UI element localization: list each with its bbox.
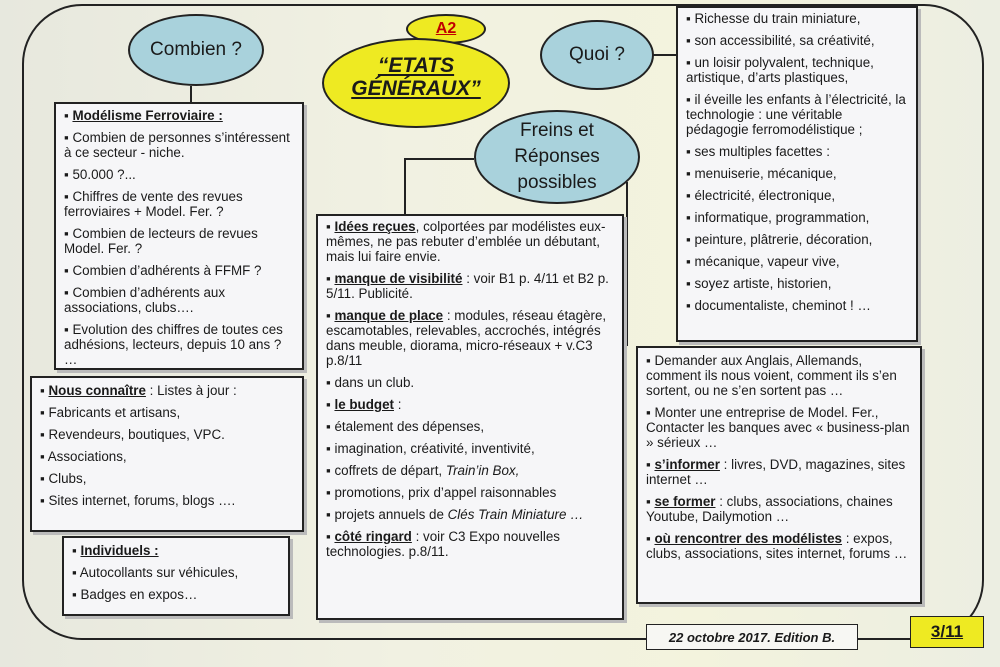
idees-text: , colportées par modélistes eux-mêmes, ne pas rebuter d’emblée un débutant, mais lui faire envie. xyxy=(326,219,606,264)
connaitre-item: ▪ Revendeurs, boutiques, VPC. xyxy=(40,427,294,442)
budget-item: ▪ étalement des dépenses, xyxy=(326,419,614,434)
connaitre-heading-text: Nous connaître xyxy=(48,383,146,398)
connector-freins-h xyxy=(404,158,474,160)
quoi-item: ▪ un loisir polyvalent, technique, artistique, d’arts plastiques, xyxy=(686,55,908,85)
informer-text: : livres, DVD, magazines, sites internet … xyxy=(646,457,906,487)
quoi-item: ▪ ses multiples facettes : xyxy=(686,144,908,159)
connaitre-item: ▪ Associations, xyxy=(40,449,294,464)
quoi-item: ▪ documentaliste, cheminot ! … xyxy=(686,298,908,313)
freins-line-2: Réponses xyxy=(514,146,600,167)
combien-heading-text: Modélisme Ferroviaire : xyxy=(72,108,223,123)
title-code: A2 xyxy=(406,14,486,44)
budget-item: ▪ imagination, créativité, inventivité, xyxy=(326,441,614,456)
edition-date: 22 octobre 2017. Edition B. xyxy=(646,624,858,650)
title-text xyxy=(322,54,510,100)
connector-reponses xyxy=(626,182,628,346)
coffrets xyxy=(326,463,614,478)
coffrets-italic: Train’in Box, xyxy=(445,463,520,478)
idees-recues xyxy=(326,219,614,264)
connaitre-heading xyxy=(40,383,294,398)
idees-heading: Idées reçues xyxy=(334,219,416,234)
projets-prefix: projets annuels de xyxy=(334,507,448,522)
quoi-item: ▪ Richesse du train miniature, xyxy=(686,11,908,26)
ringard-text: : voir C3 Expo nouvelles technologies. p.8/11. xyxy=(326,529,560,559)
individuels-heading-text: Individuels : xyxy=(80,543,159,558)
connaitre-item: ▪ Fabricants et artisans, xyxy=(40,405,294,420)
individuels-box xyxy=(62,536,290,616)
projets xyxy=(326,507,614,522)
reponse-informer xyxy=(646,457,912,487)
projets-italic: Clés Train Miniature … xyxy=(447,507,584,522)
combien-box xyxy=(54,102,304,370)
reponse-former xyxy=(646,494,912,524)
reponse-rencontrer xyxy=(646,531,912,561)
cote-ringard xyxy=(326,529,614,559)
combien-item: ▪ Combien d’adhérents aux associations, clubs…. xyxy=(64,285,294,315)
reponse-anglais: ▪ Demander aux Anglais, Allemands, comment ils nous voient, comment ils s’en sortent, ou ne s’en sortent pas … xyxy=(646,353,912,398)
combien-item: ▪ Chiffres de vente des revues ferroviaires + Model. Fer. ? xyxy=(64,189,294,219)
visibilite-heading: manque de visibilité xyxy=(334,271,463,286)
combien-heading xyxy=(64,108,294,123)
individuels-item: ▪ Autocollants sur véhicules, xyxy=(72,565,280,580)
page-number: 3/11 xyxy=(910,616,984,648)
ringard-heading: côté ringard xyxy=(334,529,412,544)
connaitre-heading-rest: : Listes à jour : xyxy=(145,383,237,398)
combien-item: ▪ Combien de personnes s’intéressent à ce secteur - niche. xyxy=(64,130,294,160)
individuels-item: ▪ Badges en expos… xyxy=(72,587,280,602)
promotions: ▪ promotions, prix d’appel raisonnables xyxy=(326,485,614,500)
quoi-item: ▪ informatique, programmation, xyxy=(686,210,908,225)
coffrets-prefix: coffrets de départ, xyxy=(334,463,446,478)
oval-freins-label xyxy=(514,118,600,196)
freins-line-1: Freins et xyxy=(520,120,594,141)
rencontrer-heading: où rencontrer des modélistes xyxy=(654,531,842,546)
place-heading: manque de place xyxy=(334,308,444,323)
budget-heading: le budget xyxy=(334,397,394,412)
combien-item: ▪ 50.000 ?... xyxy=(64,167,294,182)
former-text: : clubs, associations, chaines Youtube, Dailymotion … xyxy=(646,494,893,524)
manque-visibilite xyxy=(326,271,614,301)
combien-item: ▪ Combien d’adhérents à FFMF ? xyxy=(64,263,294,278)
freins-box xyxy=(316,214,624,620)
connaitre-item: ▪ Sites internet, forums, blogs …. xyxy=(40,493,294,508)
quoi-item: ▪ il éveille les enfants à l’électricité, la technologie : une véritable pédagogie ferromodélistique ; xyxy=(686,92,908,137)
quoi-item: ▪ son accessibilité, sa créativité, xyxy=(686,33,908,48)
quoi-item: ▪ soyez artiste, historien, xyxy=(686,276,908,291)
rencontrer-text: : expos, clubs, associations, sites internet, forums … xyxy=(646,531,908,561)
quoi-item: ▪ menuiserie, mécanique, xyxy=(686,166,908,181)
visibilite-text: : voir B1 p. 4/11 et B2 p. 5/11. Publicité. xyxy=(326,271,609,301)
quoi-item: ▪ peinture, plâtrerie, décoration, xyxy=(686,232,908,247)
oval-quoi-label: Quoi ? xyxy=(569,44,625,65)
dans-un-club: ▪ dans un club. xyxy=(326,375,614,390)
title-line-2: GÉNÉRAUX” xyxy=(351,77,481,100)
reponses-box xyxy=(636,346,922,604)
informer-heading: s’informer xyxy=(654,457,720,472)
connaitre-box xyxy=(30,376,304,532)
quoi-item: ▪ électricité, électronique, xyxy=(686,188,908,203)
budget-rest: : xyxy=(393,397,402,412)
former-heading: se former xyxy=(654,494,716,509)
quoi-box xyxy=(676,6,918,342)
reponse-entreprise: ▪ Monter une entreprise de Model. Fer., Contacter les banques avec « business-plan » sérieux … xyxy=(646,405,912,450)
manque-place xyxy=(326,308,614,368)
oval-freins xyxy=(474,110,640,204)
budget xyxy=(326,397,614,412)
combien-item: ▪ Evolution des chiffres de toutes ces adhésions, lecteurs, depuis 10 ans ? … xyxy=(64,322,294,367)
oval-combien-label: Combien ? xyxy=(150,39,242,60)
connector-freins-v xyxy=(404,158,406,214)
individuels-heading xyxy=(72,543,280,558)
connaitre-item: ▪ Clubs, xyxy=(40,471,294,486)
freins-line-3: possibles xyxy=(517,172,597,193)
title-line-1: “ETATS xyxy=(377,54,455,77)
oval-combien xyxy=(128,14,264,86)
oval-quoi xyxy=(540,20,654,90)
combien-item: ▪ Combien de lecteurs de revues Model. Fer. ? xyxy=(64,226,294,256)
quoi-item: ▪ mécanique, vapeur vive, xyxy=(686,254,908,269)
place-text: : modules, réseau étagère, escamotables, relevables, accrochés, intégrés dans meuble, diorama, micro-réseaux + v.C3 p.8/11 xyxy=(326,308,607,368)
